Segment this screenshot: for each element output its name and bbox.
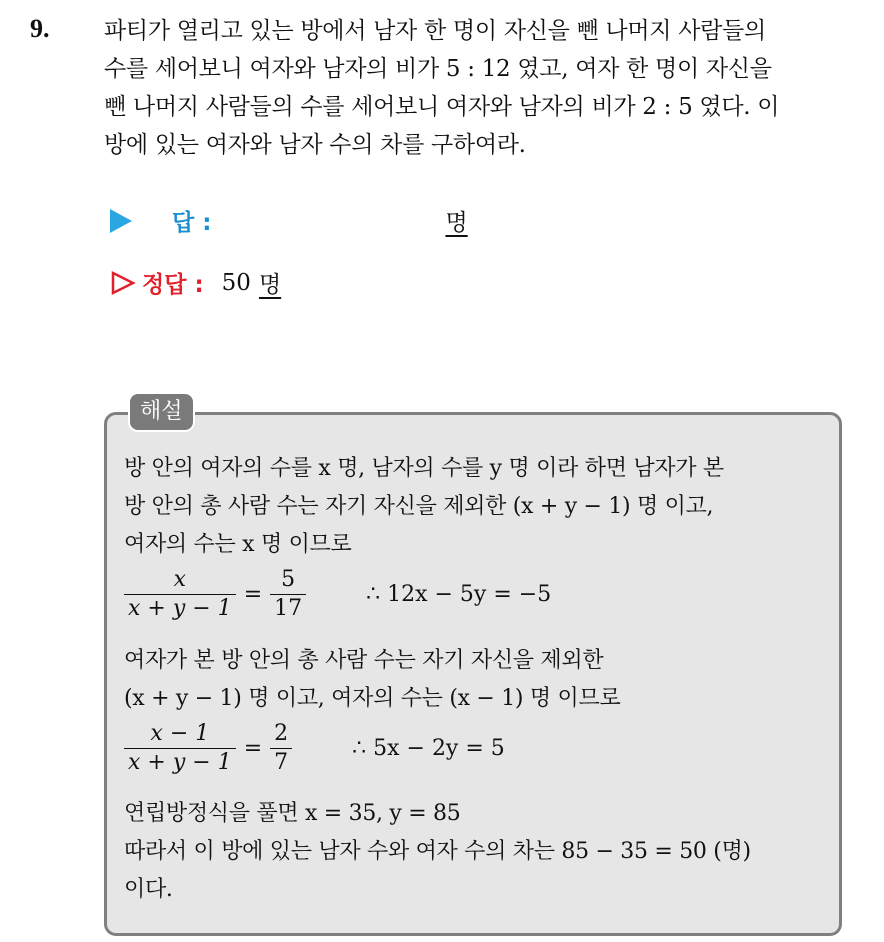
solution-line: 방 안의 총 사람 수는 자기 자신을 제외한 (x + y − 1) 명 이고,	[124, 494, 714, 519]
solution-line: 여자가 본 방 안의 총 사람 수는 자기 자신을 제외한	[124, 648, 604, 673]
solution-line: 연립방정식을 풀면 x = 35, y = 85	[124, 801, 461, 826]
answer-unit: 명	[445, 210, 468, 236]
fraction-right	[270, 720, 292, 777]
equals-sign: =	[243, 736, 263, 761]
question-text	[104, 12, 864, 164]
question-line: 방에 있는 여자와 남자 수의 차를 구하여라.	[104, 132, 526, 158]
equals-sign: =	[243, 582, 263, 607]
question-number: 9.	[30, 14, 50, 43]
solution-line: 여자의 수는 x 명 이므로	[124, 532, 352, 557]
play-triangle-icon	[110, 209, 132, 233]
correct-answer-row	[110, 266, 281, 299]
question-line: 수를 세어보니 여자와 남자의 비가 5 : 12 였고, 여자 한 명이 자신을	[104, 56, 772, 82]
fraction-denominator: 17	[270, 594, 306, 623]
correct-answer-unit: 명	[258, 272, 282, 298]
equation-result: ∴ 5x − 2y = 5	[352, 736, 505, 761]
solution-line: 방 안의 여자의 수를 x 명, 남자의 수를 y 명 이라 하면 남자가 본	[124, 456, 724, 481]
outline-triangle-icon	[110, 270, 136, 296]
correct-answer-value: 50	[221, 269, 251, 296]
fraction-left	[124, 566, 236, 623]
fraction-denominator: x + y − 1	[124, 748, 236, 777]
answer-label: 답 :	[172, 210, 212, 236]
equation-1	[124, 566, 551, 623]
question-line: 뺀 나머지 사람들의 수를 세어보니 여자와 남자의 비가 2 : 5 였다. 이	[104, 94, 780, 120]
correct-answer-label: 정답 :	[142, 272, 204, 298]
fraction-numerator: 2	[274, 721, 289, 746]
fraction-right	[270, 566, 306, 623]
solution-tag: 해설	[128, 392, 195, 432]
equation-2	[124, 720, 505, 777]
fraction-left	[124, 720, 236, 777]
fraction-numerator: x − 1	[150, 721, 210, 746]
question-line: 파티가 열리고 있는 방에서 남자 한 명이 자신을 뺀 나머지 사람들의	[104, 18, 766, 44]
answer-row	[110, 204, 468, 237]
equation-result: ∴ 12x − 5y = −5	[366, 582, 552, 607]
solution-line: (x + y − 1) 명 이고, 여자의 수는 (x − 1) 명 이므로	[124, 686, 621, 711]
solution-line: 따라서 이 방에 있는 남자 수와 여자 수의 차는 85 − 35 = 50 (명)	[124, 839, 751, 864]
fraction-numerator: 5	[281, 567, 296, 592]
fraction-numerator: x	[173, 567, 187, 592]
solution-line: 이다.	[124, 877, 173, 902]
fraction-denominator: x + y − 1	[124, 594, 236, 623]
fraction-denominator: 7	[270, 748, 292, 777]
